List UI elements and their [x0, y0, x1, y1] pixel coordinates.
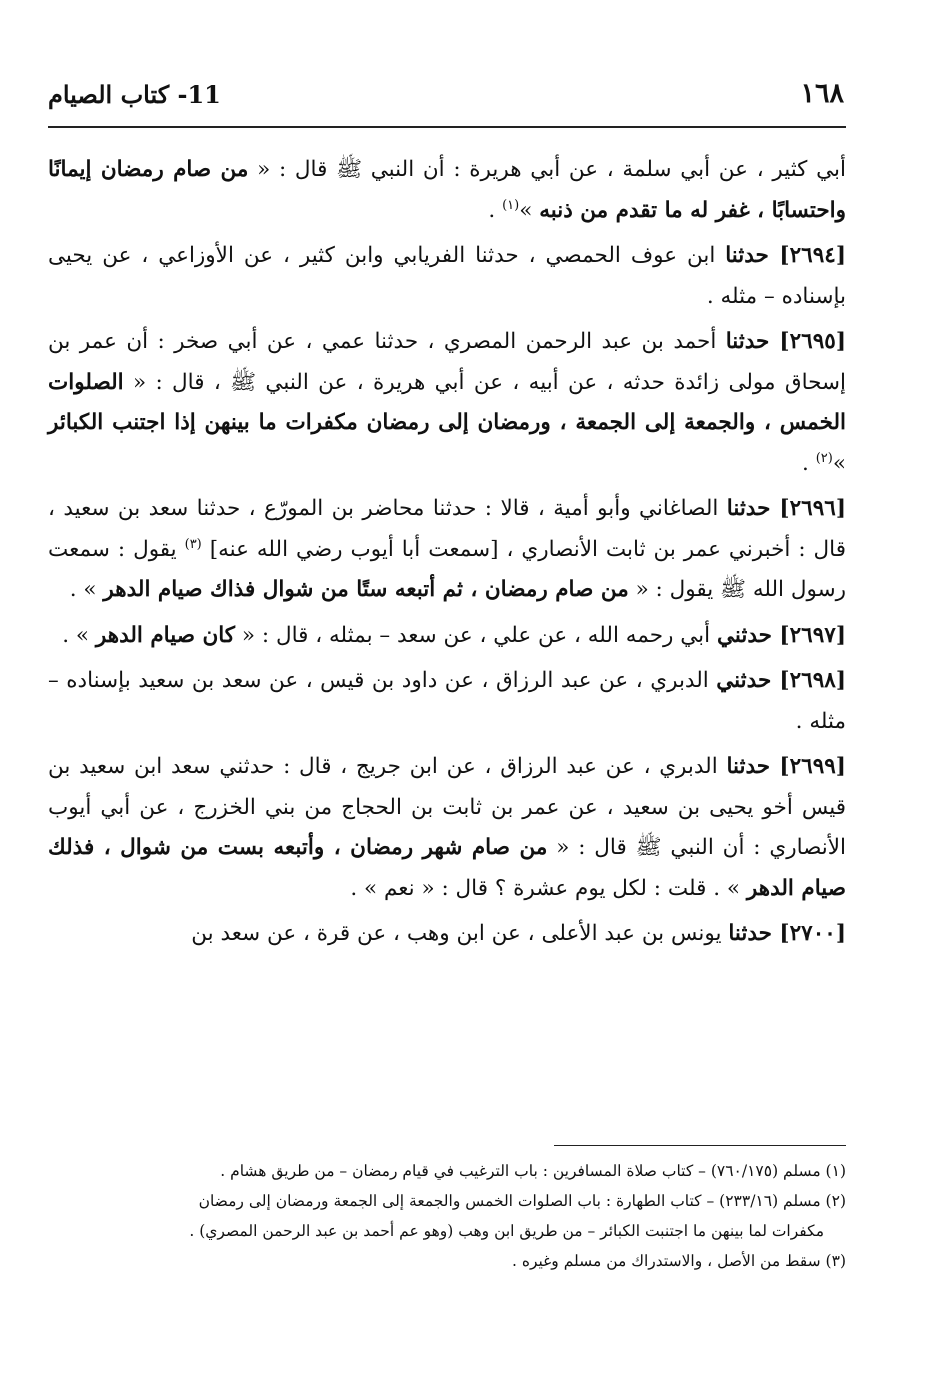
text-run: » [832, 450, 846, 476]
bold-text: حدثني [716, 668, 780, 693]
text-run: يونس بن عبد الأعلى ، عن ابن وهب ، عن قرة ، عن سعد بن [191, 921, 729, 946]
bold-text: حدثني [716, 622, 780, 648]
footnote-ref[interactable]: (٢) [815, 450, 833, 466]
bold-text: حدثنا [728, 921, 780, 946]
text-run: الصاغاني وأبو أمية ، قالا : حدثنا محاضر بن المورّع ، حدثنا سعد بن سعيد ، قال : أخبرني عمر بن ثابت الأنصاري ، [سمعت أبا أيوب رضي الله عنه] [48, 496, 846, 562]
footnote: (١) مسلم (٧٦٠/١٧٥) – كتاب صلاة المسافرين : باب الترغيب في قيام رمضان – من طريق هشام . [220, 1162, 846, 1180]
bold-text: من صام شهر رمضان ، وأتبعه بست من شوال ، فذلك صيام الدهر [48, 835, 846, 901]
hadith-paragraph [48, 616, 846, 657]
hadith-number: [٢٦٩٧] [779, 622, 846, 648]
header-rule [48, 126, 846, 128]
hadith-number: [٢٦٩٥] [779, 329, 846, 354]
text-run: أحمد بن عبد الرحمن المصري ، حدثنا عمي ، عن أبي صخر : أن عمر بن إسحاق مولى زائدة حدثه ، عن أبيه ، عن أبي هريرة ، عن النبي ﷺ ، قال : « [48, 329, 846, 395]
hadith-paragraph [48, 914, 846, 955]
page-header [48, 70, 846, 114]
footnote: مكفرات لما بينهن ما اجتنبت الكبائر – من طريق ابن وهب (وهو عم أحمد بن عبد الرحمن المصري) . [189, 1222, 824, 1240]
hadith-number: [٢٦٩٤] [779, 243, 846, 268]
footnote-rule [554, 1145, 846, 1146]
text-run: . [488, 197, 503, 223]
bold-text: كان صيام الدهر [95, 622, 236, 648]
hadith-paragraph [48, 322, 846, 484]
hadith-paragraph [48, 150, 846, 231]
bold-text: حدثنا [725, 243, 780, 268]
text-run: » . [62, 622, 96, 648]
text-run: » . [69, 577, 104, 602]
text-run: يقول : سمعت رسول الله ﷺ يقول : « [48, 536, 846, 602]
text-run: ابن عوف الحمصي ، حدثنا الفريابي وابن كثير ، عن الأوزاعي ، عن يحيى بإسناده – مثله . [48, 243, 846, 309]
text-run: الدبري ، عن عبد الرزاق ، عن داود بن قيس ، عن سعد بن سعيد بإسناده – مثله . [48, 668, 846, 734]
text-run: . [802, 450, 816, 476]
hadith-number: [٢٧٠٠] [779, 921, 846, 946]
hadith-paragraph [48, 236, 846, 317]
bold-text: من صام رمضان إيمانًا واحتسابًا ، غفر له ما تقدم من ذنبه [48, 157, 846, 223]
page-number: ١٦٨ [800, 78, 844, 109]
bold-text: من صام رمضان ، ثم أتبعه ستًا من شوال فذاك صيام الدهر [103, 577, 629, 602]
hadith-number: [٢٦٩٩] [779, 754, 846, 779]
chapter-title: 11- كتاب الصيام [48, 80, 221, 109]
main-text [48, 150, 846, 960]
text-run: أبي رحمه الله ، عن علي ، عن سعد – بمثله ، قال : « [235, 622, 717, 648]
footnote: (٣) سقط من الأصل ، والاستدراك من مسلم وغيره . [511, 1252, 846, 1270]
footnotes [48, 1156, 846, 1276]
footnote: (٢) مسلم (٢٣٣/١٦) – كتاب الطهارة : باب الصلوات الخمس والجمعة إلى الجمعة ورمضان إلى رمضان [198, 1192, 846, 1210]
bold-text: حدثنا [726, 496, 780, 521]
book-page [48, 70, 846, 1270]
footnote-ref[interactable]: (١) [502, 197, 520, 213]
hadith-number: [٢٦٩٨] [779, 668, 846, 693]
hadith-number: [٢٦٩٦] [779, 496, 846, 521]
text-run: الدبري ، عن عبد الرزاق ، عن ابن جريج ، قال : حدثني سعد ابن سعيد بن قيس أخو يحيى بن سعيد ، عن عمر بن ثابت بن الحجاج من بني الخزرج ، عن أبي أيوب الأنصاري : أن النبي ﷺ قال : « [48, 754, 846, 860]
text-run: أبي كثير ، عن أبي سلمة ، عن أبي هريرة : أن النبي ﷺ قال : « [248, 157, 846, 182]
hadith-paragraph [48, 747, 846, 909]
bold-text: حدثنا [725, 329, 780, 354]
text-run: » . قلت : لكل يوم عشرة ؟ قال : « نعم » . [350, 875, 747, 901]
hadith-paragraph [48, 489, 846, 611]
bold-text: حدثنا [726, 754, 780, 779]
text-run: » [519, 197, 540, 223]
hadith-paragraph [48, 661, 846, 742]
footnote-ref[interactable]: (٣) [184, 536, 202, 552]
bold-text: الصلوات الخمس ، والجمعة إلى الجمعة ، ورمضان إلى رمضان مكفرات ما بينهن إذا اجتنب الكبائر [48, 369, 846, 435]
